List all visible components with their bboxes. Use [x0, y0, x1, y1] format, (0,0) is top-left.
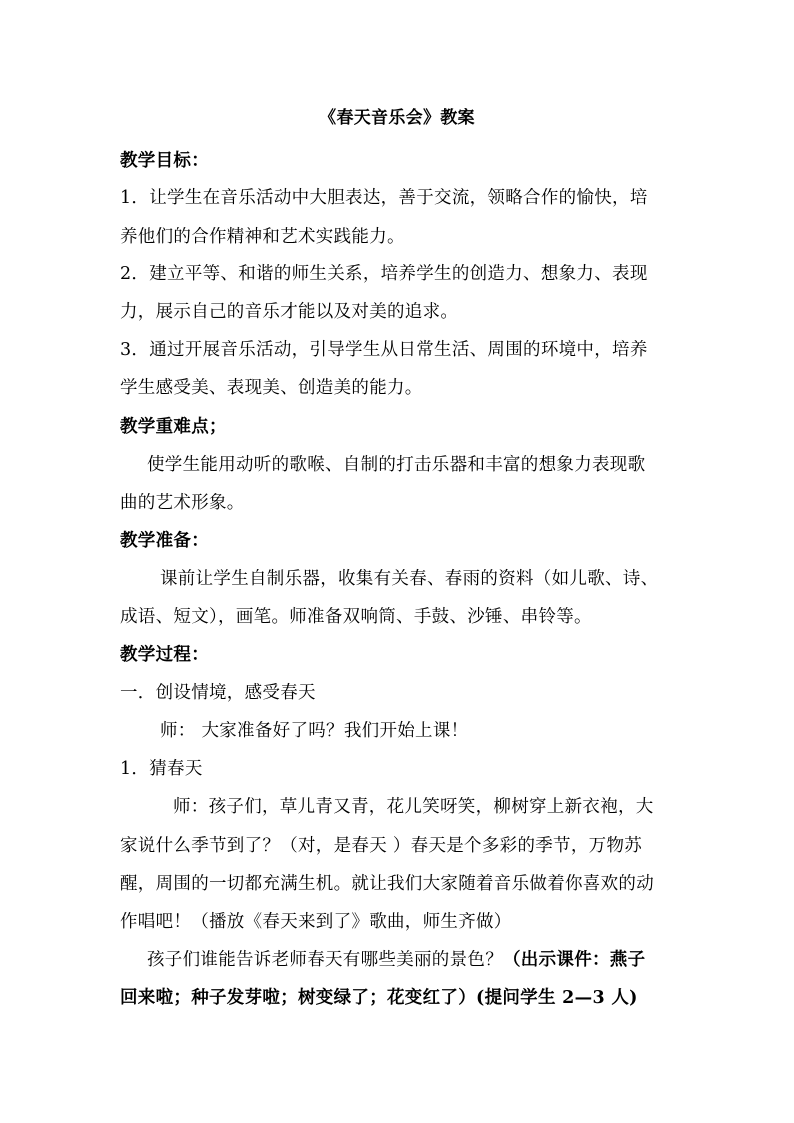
- paragraph-2-bold-text: （出示课件：燕子: [503, 950, 646, 970]
- goal-1-line-1: 1．让学生在音乐活动中大胆表达，善于交流，领略合作的愉快，培: [120, 188, 648, 208]
- paragraph-1-line-3: 醒，周围的一切都充满生机。就让我们大家随着音乐做着你喜欢的动: [120, 874, 654, 894]
- prep-line-1: 课前让学生自制乐器，收集有关春、春雨的资料（如儿歌、诗、: [160, 569, 659, 589]
- difficulty-heading: 教学重难点；: [120, 417, 227, 437]
- paragraph-1-line-1: 师：孩子们，草儿青又青，花儿笑呀笑，柳树穿上新衣袍，大: [173, 797, 654, 817]
- paragraph-2-line-1: [147, 948, 680, 972]
- sub-1-heading: 1．猜春天: [120, 759, 203, 779]
- prep-heading: 教学准备：: [120, 531, 209, 551]
- paragraph-2-plain-text: 孩子们谁能告诉老师春天有哪些美丽的景色？: [147, 950, 503, 970]
- prep-line-2: 成语、短文），画笔。师准备双响筒、手鼓、沙锤、串铃等。: [120, 607, 592, 627]
- paragraph-1-line-2: 家说什么季节到了？（对，是春天 ）春天是个多彩的季节，万物苏: [120, 836, 643, 856]
- goal-3-line-2: 学生感受美、表现美、创造美的能力。: [120, 378, 423, 398]
- step-1-heading: 一．创设情境，感受春天: [120, 683, 316, 703]
- paragraph-2-line-2: 回来啦；种子发芽啦；树变绿了；花变红了）(提问学生 2—3 人): [120, 988, 638, 1008]
- teacher-line: 师： 大家准备好了吗？我们开始上课！: [160, 721, 469, 741]
- goal-3-line-1: 3．通过开展音乐活动，引导学生从日常生活、周围的环境中，培养: [120, 340, 648, 360]
- goal-2-line-1: 2．建立平等、和谐的师生关系，培养学生的创造力、想象力、表现: [120, 264, 648, 284]
- paragraph-1-line-4: 作唱吧！（播放《春天来到了》歌曲，师生齐做）: [120, 912, 512, 932]
- goal-1-line-2: 养他们的合作精神和艺术实践能力。: [120, 227, 405, 247]
- goal-2-line-2: 力，展示自己的音乐才能以及对美的追求。: [120, 302, 459, 322]
- difficulty-line-1: 使学生能用动听的歌喉、自制的打击乐器和丰富的想象力表现歌: [147, 455, 646, 475]
- difficulty-line-2: 曲的艺术形象。: [120, 493, 245, 513]
- goals-heading: 教学目标：: [120, 151, 209, 171]
- document-title: 《春天音乐会》教案: [319, 108, 475, 128]
- process-heading: 教学过程：: [120, 645, 209, 665]
